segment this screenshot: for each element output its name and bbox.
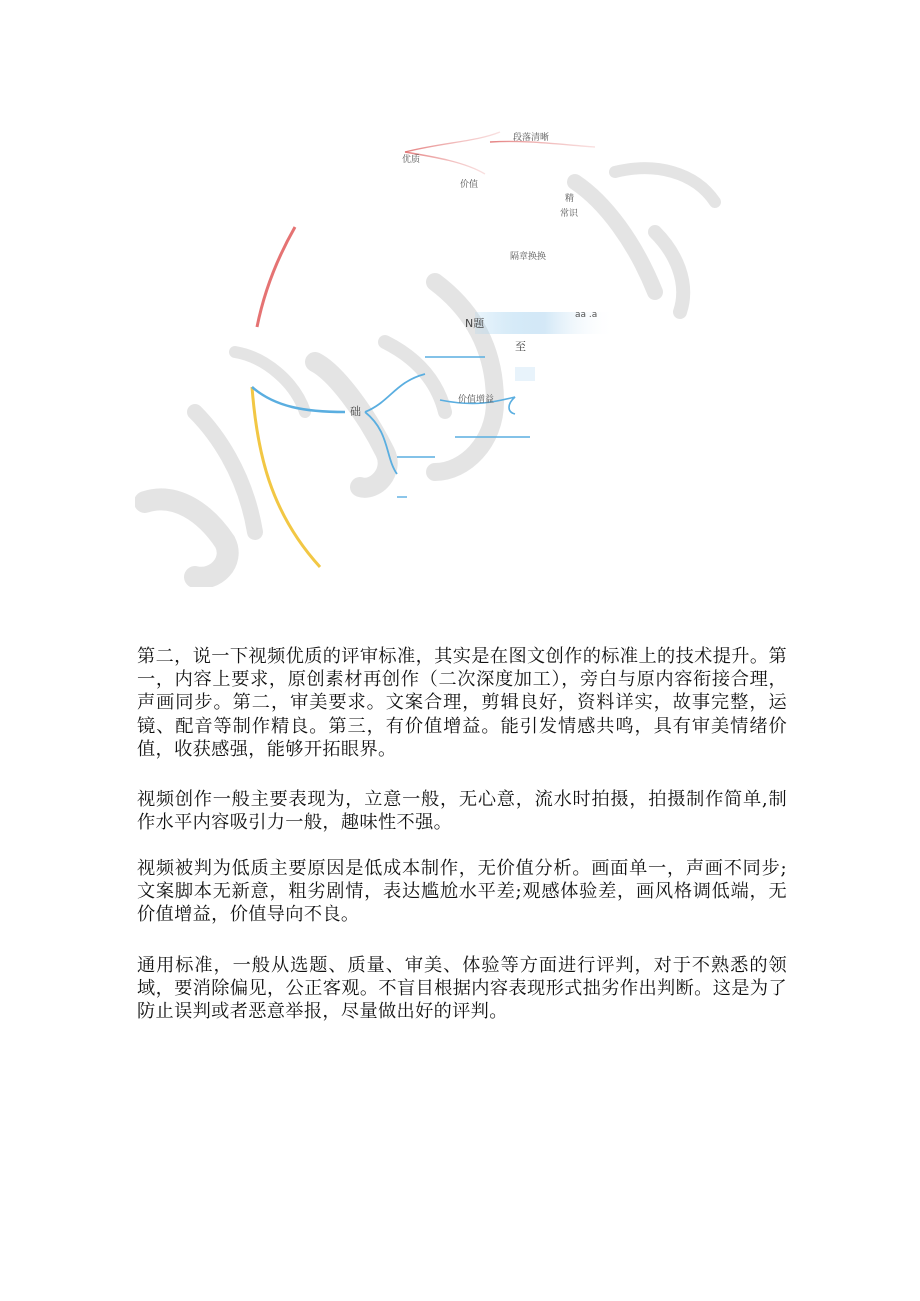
label-root: 础 (350, 405, 361, 418)
label-value: 价值 (460, 180, 479, 190)
paragraph-video-quality-standard: 第二，说一下视频优质的评审标准，其实是在图文创作的标准上的技术提升。第一，内容上要求，原创素材再创作（二次深度加工），旁白与原内容衔接合理，声画同步。第二，审美要求。文案合理，剪辑良好，资料详实，故事完整，运镜、配音等制作精良。第三，有价值增益。能引发情感共鸣，具有审美情绪价值，收获感强，能够开拓眼界。 (137, 646, 787, 760)
label-value-gain: 价值增益 (458, 395, 495, 405)
watermark (145, 168, 715, 578)
label-quality: 优质 (402, 155, 421, 165)
mind-map-figure (135, 112, 735, 587)
label-paragraph-clear: 段落清晰 (513, 133, 550, 143)
mind-map-image (135, 112, 735, 587)
paragraph-video-general: 视频创作一般主要表现为，立意一般，无心意，流水时拍摄，拍摄制作简单,制作水平内容吸引力一般，趣味性不强。 (137, 789, 787, 834)
label-note-right: aa .a (575, 310, 598, 320)
label-topic-small: N题 (465, 317, 485, 330)
paragraph-common-standard: 通用标准，一般从选题、质量、审美、体验等方面进行评判，对于不熟悉的领域，要消除偏见，公正客观。不盲目根据内容表现形式拙劣作出判断。这是为了防止误判或者恶意举报，尽量做出好的评判。 (137, 955, 787, 1023)
label-fine: 精 (565, 194, 575, 204)
paragraph-video-low-quality: 视频被判为低质主要原因是低成本制作，无价值分析。画面单一，声画不同步;文案脚本无新意，粗劣剧情，表达尴尬水平差;观感体验差，画风格调低端，无价值增益，价值导向不良。 (137, 858, 787, 926)
label-to: 至 (515, 340, 526, 353)
label-common-sense: 常识 (560, 209, 579, 219)
label-chapter: 隔章换换 (510, 252, 547, 262)
red-branch (257, 227, 295, 327)
